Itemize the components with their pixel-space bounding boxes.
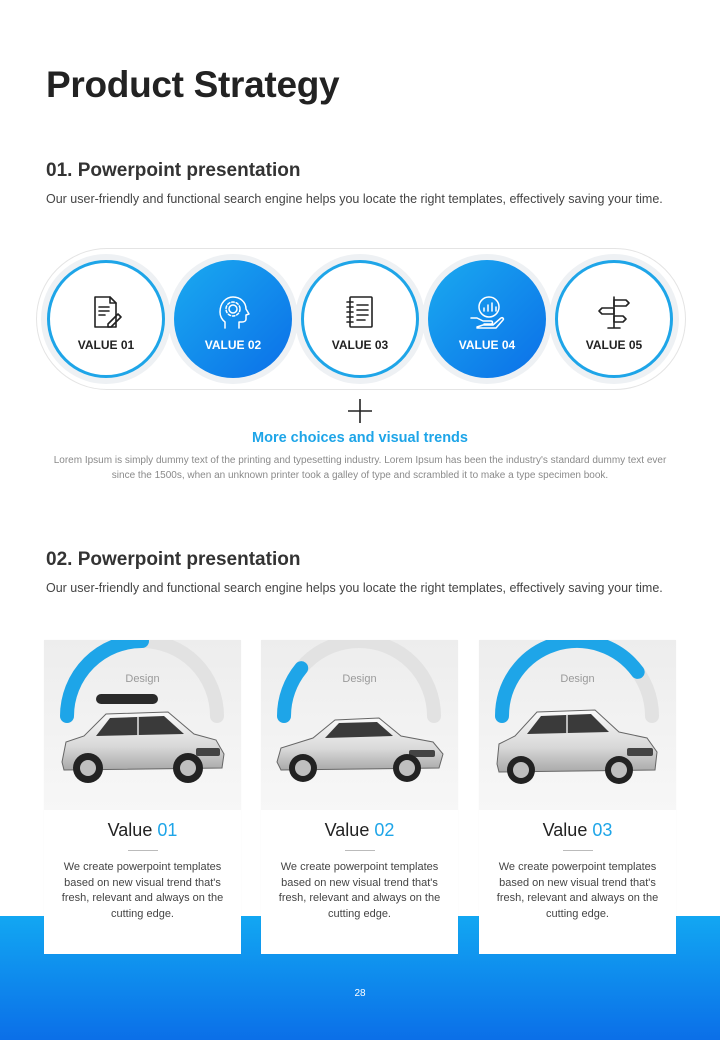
gauge-label: Design [342,673,377,685]
value-card-3 [479,640,676,954]
value-label: VALUE 05 [585,338,643,352]
trend-title: More choices and visual trends [252,430,468,446]
trend-text: Lorem Ipsum is simply dummy text of the printing and typesetting industry. Lorem Ipsum has been the industry's standard dummy text ever since the 1500s, when an unknown printer took a galley of type and scrambled it to make a type specimen book. [53,455,667,481]
notebook-icon [342,294,378,330]
page-title: Product Strategy [46,64,340,105]
sports-car-image [273,692,446,794]
card-divider [128,850,158,851]
card-divider [563,850,593,851]
document-edit-icon [88,294,124,330]
card-title: Value 03 [542,820,613,840]
suv-car-image [56,692,229,794]
section1-description: Our user-friendly and functional search engine helps you locate the right templates, effectively saving your time. [46,192,663,206]
plus-icon [347,398,373,424]
hatchback-car-image [491,692,664,794]
hand-chart-icon [469,294,505,330]
card-divider [345,850,375,851]
value-circle-1[interactable] [41,254,171,384]
gauge-label: Design [125,673,160,685]
card-title-number: 03 [592,820,613,840]
section2-description: Our user-friendly and functional search engine helps you locate the right templates, effectively saving your time. [46,581,663,595]
card-title-number: 02 [374,820,395,840]
signpost-icon [596,294,632,330]
value-card-1 [44,640,241,954]
card-text: We create powerpoint templates based on new visual trend that's fresh, relevant and always on the cutting edge. [61,861,224,920]
card-title: Value 02 [324,820,395,840]
gauge-label: Design [560,673,595,685]
card-title: Value 01 [107,820,178,840]
card-title-number: 01 [157,820,178,840]
value-circle-5[interactable] [549,254,679,384]
section2-title: 02. Powerpoint presentation [46,549,301,570]
section1-title: 01. Powerpoint presentation [46,160,301,181]
head-gear-icon [215,294,251,330]
value-label: VALUE 04 [458,338,516,352]
value-circle-2[interactable] [168,254,298,384]
value-label: VALUE 01 [77,338,135,352]
value-circle-4[interactable] [422,254,552,384]
card-text: We create powerpoint templates based on new visual trend that's fresh, relevant and always on the cutting edge. [496,861,659,920]
page-number: 28 [354,988,366,999]
value-card-2 [261,640,458,954]
value-circle-3[interactable] [295,254,425,384]
card-text: We create powerpoint templates based on new visual trend that's fresh, relevant and always on the cutting edge. [278,861,441,920]
value-label: VALUE 03 [331,338,389,352]
value-label: VALUE 02 [204,338,262,352]
